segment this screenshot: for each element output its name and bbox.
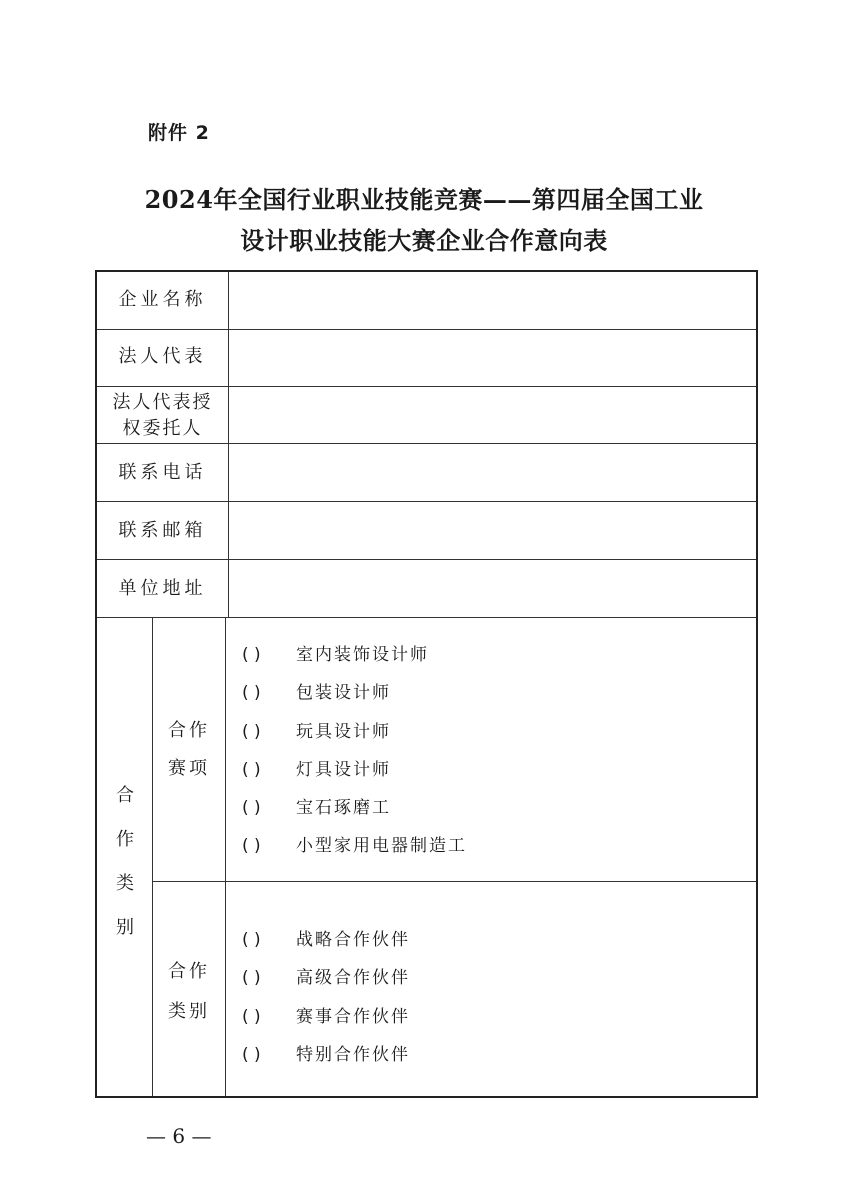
checkbox-mark[interactable]: ( ) [242, 683, 261, 703]
type-option[interactable] [242, 1040, 410, 1065]
phone-field[interactable] [229, 444, 756, 501]
event-option[interactable] [242, 717, 391, 742]
type-option[interactable] [242, 1002, 410, 1027]
event-option-label: 玩具设计师 [296, 722, 391, 742]
company-name-field[interactable] [229, 272, 756, 329]
types-label-line1: 合作 [168, 961, 210, 982]
event-option-label: 宝石琢磨工 [296, 798, 391, 818]
event-option-label: 室内装饰设计师 [296, 645, 429, 665]
row-label-address: 单位地址 [118, 578, 207, 599]
form-title-line1: 2024年全国行业职业技能竞赛——第四届全国工业 [144, 185, 704, 214]
address-field[interactable] [229, 560, 756, 617]
email-field[interactable] [229, 502, 756, 559]
event-option-label: 包装设计师 [296, 683, 391, 703]
checkbox-mark[interactable]: ( ) [242, 798, 261, 818]
form-title-line2: 设计职业技能大赛企业合作意向表 [240, 226, 608, 255]
event-option-label: 小型家用电器制造工 [296, 836, 467, 856]
event-option-label: 灯具设计师 [296, 760, 391, 780]
checkbox-mark[interactable]: ( ) [242, 930, 261, 950]
type-option-label: 赛事合作伙伴 [296, 1007, 410, 1027]
checkbox-mark[interactable]: ( ) [242, 722, 261, 742]
event-option[interactable] [242, 678, 391, 703]
authorized-agent-label-line2: 权委托人 [122, 418, 203, 439]
group-label-char: 作 [116, 829, 134, 850]
authorized-agent-field[interactable] [229, 387, 756, 443]
type-option[interactable] [242, 925, 410, 950]
types-label [153, 952, 225, 1032]
events-label [153, 712, 225, 788]
checkbox-mark[interactable]: ( ) [242, 760, 261, 780]
cooperation-form [95, 270, 758, 1098]
group-label-char: 类 [116, 873, 134, 894]
row-label-phone: 联系电话 [118, 462, 207, 483]
cooperation-category-group-label [113, 774, 137, 950]
type-option-label: 特别合作伙伴 [296, 1045, 410, 1065]
event-option[interactable] [242, 793, 391, 818]
events-label-line1: 合作 [168, 720, 210, 741]
checkbox-mark[interactable]: ( ) [242, 1007, 261, 1027]
type-option[interactable] [242, 963, 410, 988]
types-label-line2: 类别 [168, 1001, 210, 1022]
event-option[interactable] [242, 831, 467, 856]
type-option-label: 战略合作伙伴 [296, 930, 410, 950]
authorized-agent-label-line1: 法人代表授 [112, 392, 213, 413]
row-label-legal-rep: 法人代表 [118, 346, 207, 367]
sublabel-column-divider [225, 617, 226, 1096]
row-label-email: 联系邮箱 [118, 520, 207, 541]
events-label-line2: 赛项 [168, 758, 210, 779]
event-option[interactable] [242, 640, 429, 665]
attachment-label: 附件 2 [148, 122, 210, 144]
event-option[interactable] [242, 755, 391, 780]
checkbox-mark[interactable]: ( ) [242, 968, 261, 988]
section-divider [152, 881, 756, 882]
checkbox-mark[interactable]: ( ) [242, 836, 261, 856]
page-number: — 6 — [146, 1124, 212, 1148]
type-option-label: 高级合作伙伴 [296, 968, 410, 988]
group-label-char: 别 [116, 917, 134, 938]
row-label-company-name: 企业名称 [118, 289, 207, 310]
row-divider [97, 617, 756, 618]
checkbox-mark[interactable]: ( ) [242, 645, 261, 665]
legal-rep-field[interactable] [229, 330, 756, 386]
checkbox-mark[interactable]: ( ) [242, 1045, 261, 1065]
group-label-char: 合 [116, 785, 134, 806]
row-label-authorized-agent [97, 390, 228, 442]
